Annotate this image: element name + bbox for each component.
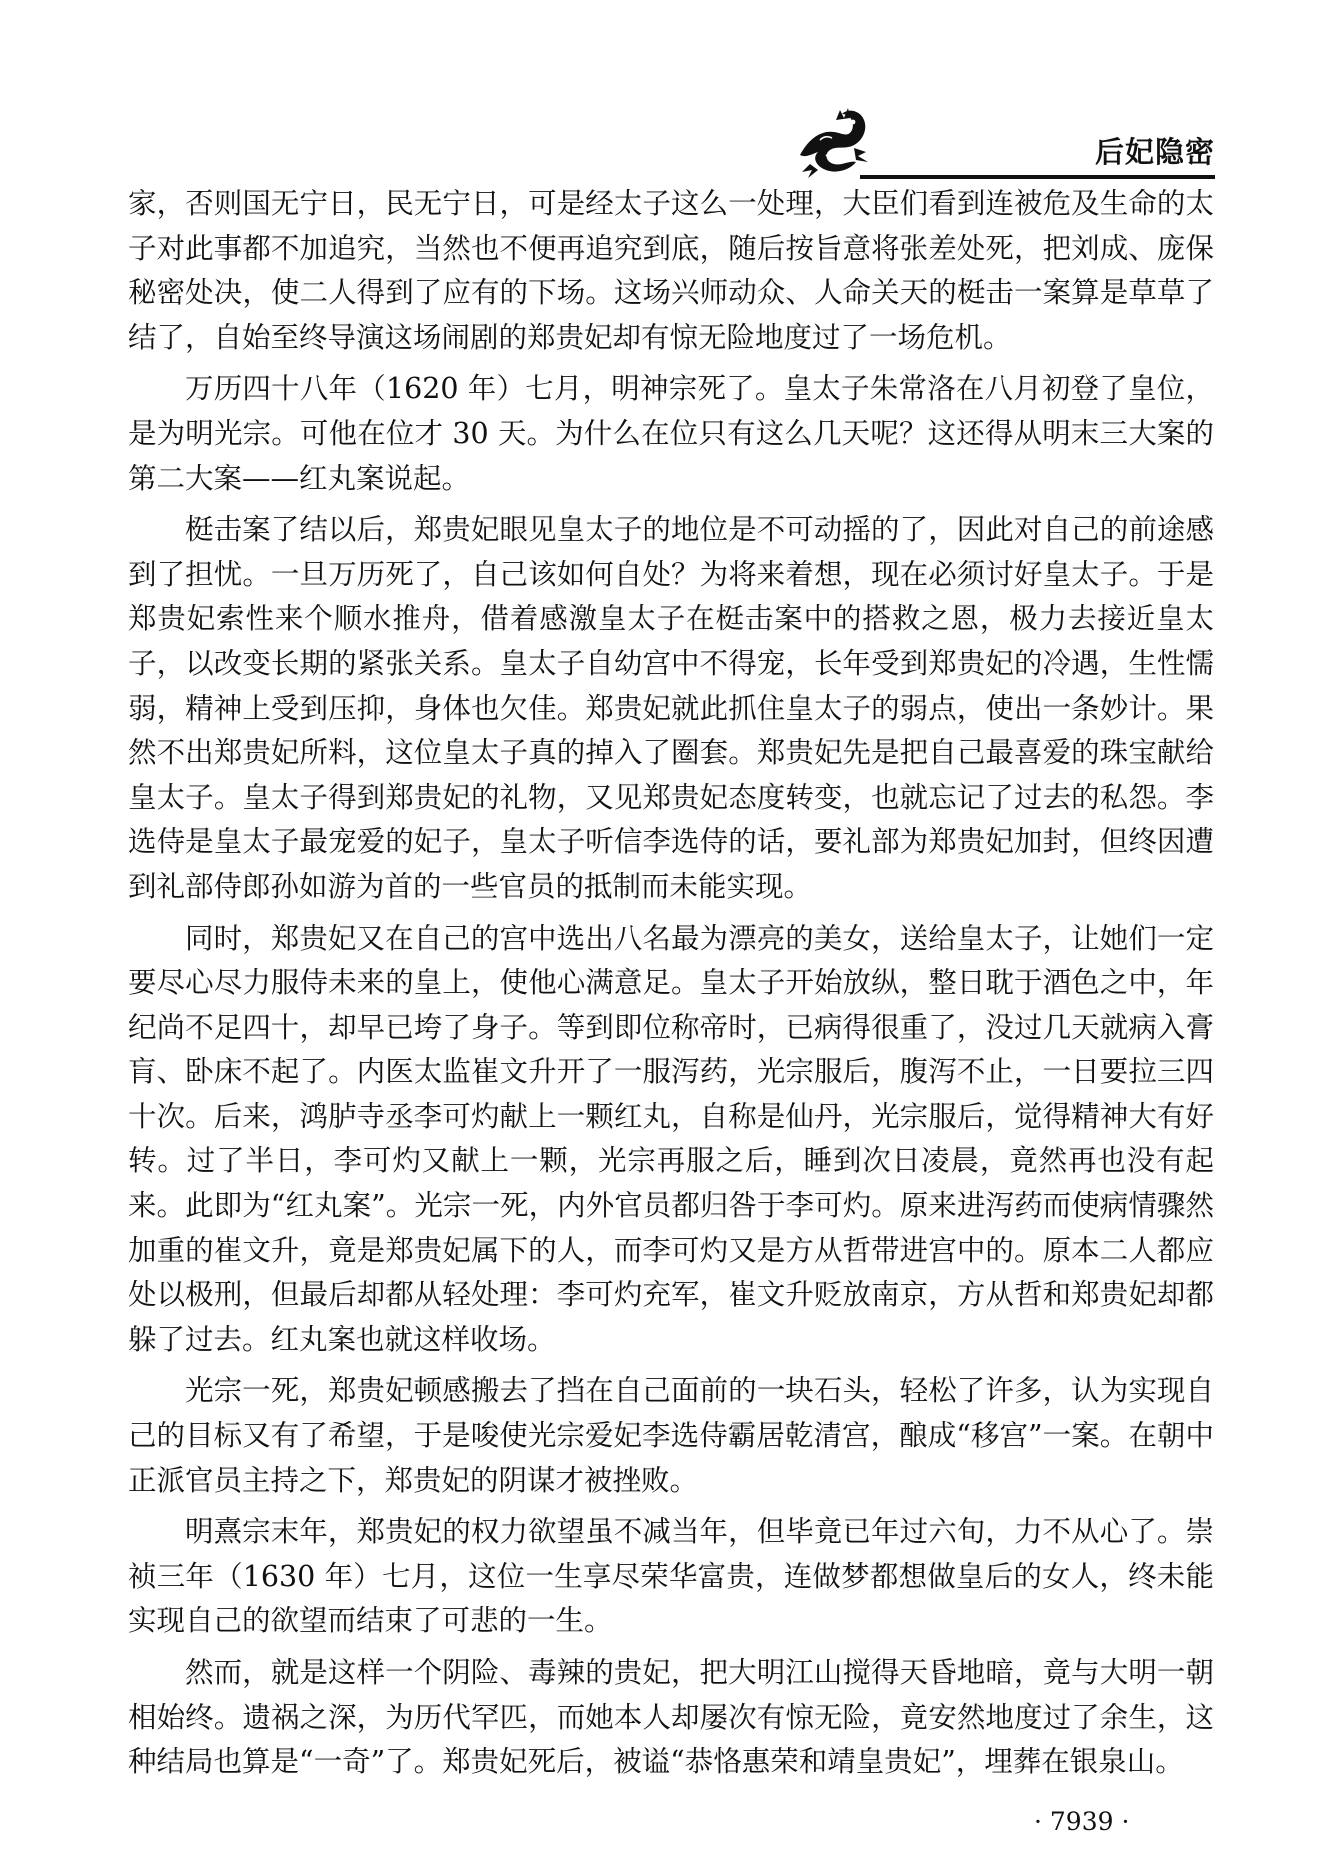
header-rule [860,175,1215,179]
running-header [790,100,1216,180]
paragraph: 然而，就是这样一个阴险、毒辣的贵妃，把大明江山搅得天昏地暗，竟与大明一朝相始终。遗祸之深，为历代罕匹，而她本人却屡次有惊无险，竟安然地度过了余生，这种结局也算是“一奇”了。郑贵妃死后，被谥“恭恪惠荣和靖皇贵妃”，埋葬在银泉山。 [128,1656,1214,1779]
paragraph: 同时，郑贵妃又在自己的宫中选出八名最为漂亮的美女，送给皇太子，让她们一定要尽心尽力服侍未来的皇上，使他心满意足。皇太子开始放纵，整日耽于酒色之中，年纪尚不足四十，却早已垮了身子。等到即位称帝时，已病得很重了，没过几天就病入膏肓、卧床不起了。内医太监崔文升开了一服泻药，光宗服后，腹泻不止，一日要拉三四十次。后来，鸿胪寺丞李可灼献上一颗红丸，自称是仙丹，光宗服后，觉得精神大有好转。过了半日，李可灼又献上一颗，光宗再服之后，睡到次日凌晨，竟然再也没有起来。此即为“红丸案”。光宗一死，内外官员都归咎于李可灼。原来进泻药而使病情骤然加重的崔文升，竟是郑贵妃属下的人，而李可灼又是方从哲带进宫中的。原本二人都应处以极刑，但最后却都从轻处理：李可灼充军，崔文升贬放南京，方从哲和郑贵妃却都躲了过去。红丸案也就这样收场。 [128,921,1214,1356]
paragraph: 家，否则国无宁日，民无宁日，可是经太子这么一处理，大臣们看到连被危及生命的太子对此事都不加追究，当然也不便再追究到底，随后按旨意将张差处死，把刘成、庞保秘密处决，使二人得到了应有的下场。这场兴师动众、人命关天的梃击一案算是草草了结了，自始至终导演这场闹剧的郑贵妃却有惊无险地度过了一场危机。 [128,187,1214,354]
body-text [128,182,1214,1792]
paragraph: 光宗一死，郑贵妃顿感搬去了挡在自己面前的一块石头，轻松了许多，认为实现自己的目标又有了希望，于是唆使光宗爱妃李选侍霸居乾清宫，酿成“移宫”一案。在朝中正派官员主持之下，郑贵妃的阴谋才被挫败。 [128,1374,1214,1497]
paragraph: 万历四十八年（1620 年）七月，明神宗死了。皇太子朱常洛在八月初登了皇位，是为明光宗。可他在位才 30 天。为什么在位只有这么几天呢？这还得从明末三大案的第二大案——红丸案说起。 [128,372,1214,495]
page-number: · 7939 · [1034,1807,1130,1836]
paragraph: 明熹宗末年，郑贵妃的权力欲望虽不减当年，但毕竟已年过六旬，力不从心了。崇祯三年（1630 年）七月，这位一生享尽荣华富贵，连做梦都想做皇后的女人，终未能实现自己的欲望而结束了可悲的一生。 [128,1515,1214,1638]
header-title: 后妃隐密 [1095,135,1216,169]
paragraph: 梃击案了结以后，郑贵妃眼见皇太子的地位是不可动摇的了，因此对自己的前途感到了担忧。一旦万历死了，自己该如何自处？为将来着想，现在必须讨好皇太子。于是郑贵妃索性来个顺水推舟，借着感激皇太子在梃击案中的搭救之恩，极力去接近皇太子，以改变长期的紧张关系。皇太子自幼宫中不得宠，长年受到郑贵妃的冷遇，生性懦弱，精神上受到压抑，身体也欠佳。郑贵妃就此抓住皇太子的弱点，使出一条妙计。果然不出郑贵妃所料，这位皇太子真的掉入了圈套。郑贵妃先是把自己最喜爱的珠宝献给皇太子。皇太子得到郑贵妃的礼物，又见郑贵妃态度转变，也就忘记了过去的私怨。李选侍是皇太子最宠爱的妃子，皇太子听信李选侍的话，要礼部为郑贵妃加封，但终因遭到礼部侍郎孙如游为首的一些官员的抵制而未能实现。 [128,513,1214,903]
dragon-emblem-icon [790,100,872,180]
